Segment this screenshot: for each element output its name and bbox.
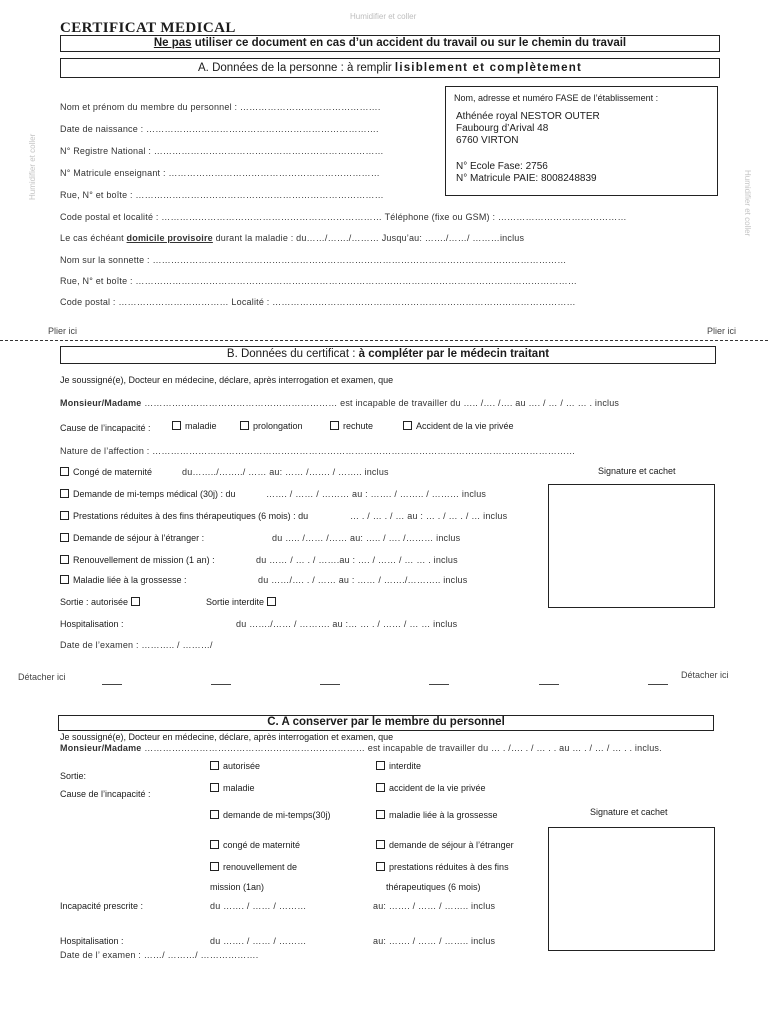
detach-label-right: Détacher ici <box>681 670 729 680</box>
field-domicile-provisoire[interactable] <box>60 233 524 243</box>
option-label: Renouvellement de mission (1 an) : <box>73 555 215 565</box>
c-option-label: interdite <box>389 761 422 771</box>
c-option-therapeutiques: thérapeutiques (6 mois) <box>386 882 481 892</box>
checkbox-icon <box>210 840 219 849</box>
c-option-label: demande de mi-temps(30j) <box>223 810 331 820</box>
option-dates[interactable]: du ……/…. . / …… au : …… / ……./……….. inclus <box>258 575 468 585</box>
margin-note-right: Humidifier et coller <box>743 170 752 237</box>
c-option-label: maladie liée à la grossesse <box>389 810 498 820</box>
signature-label: Signature et cachet <box>598 466 676 476</box>
c-option-autorisee[interactable] <box>210 761 260 771</box>
c-date-examen[interactable]: Date de l’ examen : ……/ ………/ ………………. <box>60 950 259 960</box>
date-examen[interactable]: Date de l’examen : ……….. / ………/ <box>60 640 213 650</box>
c-option-sejour-etranger[interactable] <box>376 840 514 850</box>
fold-label-right: Plier ici <box>707 326 737 336</box>
c-option-prestations[interactable] <box>376 862 509 872</box>
cause-rechute-checkbox[interactable] <box>330 421 373 431</box>
hospitalisation-dates[interactable]: du ……./…… / ………. au :… … . / …… / … … inclus <box>236 619 458 629</box>
checkbox-icon <box>376 862 385 871</box>
c-option-label: accident de la vie privée <box>389 783 486 793</box>
detach-dash <box>211 684 231 685</box>
c-option-label: renouvellement de <box>223 862 298 872</box>
c-option-conge-maternite[interactable] <box>210 840 300 850</box>
checkbox-icon <box>172 421 181 430</box>
field-rue[interactable]: Rue, N° et boîte : ……………………………………………………………………… <box>60 190 384 200</box>
checkbox-icon <box>403 421 412 430</box>
section-b-emphasis: à compléter par le médecin traitant <box>358 348 550 360</box>
sortie-interdite-label: Sortie interdite <box>206 597 265 607</box>
domicile-label-a: Le cas échéant <box>60 233 127 243</box>
warning-text: utiliser ce document en cas d’un accident du travail ou sur le chemin du travail <box>191 37 627 49</box>
checkbox-icon <box>60 467 69 476</box>
c-option-label: demande de séjour à l’étranger <box>389 840 514 850</box>
domicile-dates: durant la maladie : du……/……./……… Jusqu’au: ……./……/ ………inclus <box>212 233 525 243</box>
section-c-patient-line[interactable] <box>60 743 662 753</box>
signature-box[interactable] <box>548 484 715 608</box>
checkbox-icon <box>60 489 69 498</box>
establishment-name: Athénée royal NESTOR OUTER <box>456 111 600 122</box>
field-nom-prenom[interactable]: Nom et prénom du membre du personnel : ………………………………………. <box>60 102 381 112</box>
cause-rechute-label: rechute <box>343 421 374 431</box>
option-label: Demande de mi-temps médical (30j) : du <box>73 489 236 499</box>
c-option-label: maladie <box>223 783 255 793</box>
section-c-intro: Je soussigné(e), Docteur en médecine, déclare, après interrogation et examen, que <box>60 732 394 742</box>
detach-dash <box>539 684 559 685</box>
checkbox-icon <box>60 511 69 520</box>
section-a-label: A. Données de la personne <box>198 62 338 74</box>
checkbox-icon <box>267 597 276 606</box>
patient-incapacity-dates: ……………………………………………………… est incapable de travailler du ….. /…. /…. au …. / … / … … . inclus <box>141 398 620 408</box>
c-incapacite-du[interactable]: du ……. / …… / ……… <box>210 901 307 911</box>
margin-note-left: Humidifier et coller <box>28 133 37 200</box>
cause-accident-label: Accident de la vie privée <box>416 421 514 431</box>
fold-label-left: Plier ici <box>48 326 78 336</box>
field-date-naissance[interactable]: Date de naissance : …………………………………………………………………. <box>60 124 379 134</box>
c-option-grossesse[interactable] <box>376 810 498 820</box>
checkbox-icon <box>330 421 339 430</box>
c-signature-label: Signature et cachet <box>590 807 668 817</box>
patient-label: Monsieur/Madame <box>60 398 142 408</box>
fold-line <box>0 340 768 341</box>
option-label: Prestations réduites à des fins thérapeutiques (6 mois) : du <box>73 511 309 521</box>
c-option-label: prestations réduites à des fins <box>389 862 509 872</box>
establishment-paie: N° Matricule PAIE: 8008248839 <box>456 173 597 184</box>
c-hospitalisation-au[interactable]: au: ……. / …… / …….. inclus <box>373 936 496 946</box>
section-b-label: B. Données du certificat : <box>226 348 359 360</box>
patient-incapacity-dates: ……………………………………………………………… est incapable de travailler du … . /…. . / … . . au … . / … / … . . inclus. <box>141 743 662 753</box>
c-option-renouvellement[interactable] <box>210 862 297 872</box>
checkbox-icon <box>60 575 69 584</box>
sortie-autorisee-label: Sortie : autorisée <box>60 597 129 607</box>
option-label: Demande de séjour à l’étranger : <box>73 533 205 543</box>
cause-maladie-checkbox[interactable] <box>172 421 217 431</box>
field-code-postal-2[interactable]: Code postal : ……………………………… Localité : ……………………………………………………………………………………… <box>60 297 576 307</box>
establishment-city: 6760 VIRTON <box>456 135 519 146</box>
margin-note-top: Humidifier et coller <box>350 12 417 21</box>
hospitalisation-label: Hospitalisation : <box>60 619 124 629</box>
checkbox-icon <box>210 761 219 770</box>
section-b-header <box>60 346 716 364</box>
detach-dash <box>320 684 340 685</box>
c-option-accident[interactable] <box>376 783 486 793</box>
warning-emphasis: Ne pas <box>153 37 192 49</box>
c-incapacite-au[interactable]: au: ……. / …… / …….. inclus <box>373 901 496 911</box>
section-a-sub: : à remplir <box>337 62 395 74</box>
c-option-label: congé de maternité <box>223 840 301 850</box>
c-option-maladie[interactable] <box>210 783 255 793</box>
cause-prolongation-label: prolongation <box>253 421 303 431</box>
detach-dash <box>648 684 668 685</box>
c-option-interdite[interactable] <box>376 761 421 771</box>
option-dates[interactable]: ……. / …… / ……… au : ……. / …….. / ……… inclus <box>266 489 487 499</box>
cause-label: Cause de l’incapacité : <box>60 423 151 433</box>
checkbox-icon <box>376 840 385 849</box>
checkbox-icon <box>60 555 69 564</box>
domicile-label-b: domicile provisoire <box>126 233 213 243</box>
c-hospitalisation-du[interactable]: du ……. / …… / ……… <box>210 936 307 946</box>
option-conge-maternite[interactable] <box>60 467 152 477</box>
detach-dash <box>429 684 449 685</box>
detach-dash <box>102 684 122 685</box>
patient-label: Monsieur/Madame <box>60 743 142 753</box>
establishment-box <box>445 86 718 196</box>
checkbox-icon <box>131 597 140 606</box>
c-option-mi-temps[interactable] <box>210 810 331 820</box>
option-mi-temps[interactable] <box>60 489 236 499</box>
section-c-sortie-label: Sortie: <box>60 771 87 781</box>
c-incapacite-label: Incapacité prescrite : <box>60 901 144 911</box>
detach-label-left: Détacher ici <box>18 672 66 682</box>
option-label: Congé de maternité <box>73 467 153 477</box>
c-option-mission: mission (1an) <box>210 882 265 892</box>
option-dates[interactable]: du …… / … . / …….au : …. / …… / … … . inclus <box>256 555 458 565</box>
section-c-header: C. A conserver par le membre du personnel <box>58 715 714 731</box>
option-renouvellement[interactable] <box>60 555 215 565</box>
option-grossesse[interactable] <box>60 575 187 585</box>
cause-maladie-label: maladie <box>185 421 217 431</box>
checkbox-icon <box>376 783 385 792</box>
section-c-cause-label: Cause de l’incapacité : <box>60 789 151 799</box>
section-a-header <box>60 58 720 78</box>
field-rue-2[interactable]: Rue, N° et boîte : ……………………………………………………………………………………………………………………………… <box>60 276 578 286</box>
checkbox-icon <box>210 783 219 792</box>
field-nom-sonnette[interactable]: Nom sur la sonnette : ……………………………………………………………………………………………………………………… <box>60 255 567 265</box>
cause-prolongation-checkbox[interactable] <box>240 421 303 431</box>
field-code-postal-telephone[interactable]: Code postal et localité : ……………………………………………………………… Téléphone (fixe ou GSM) : …………………………………… <box>60 212 627 222</box>
checkbox-icon <box>240 421 249 430</box>
sortie-interdite[interactable] <box>206 597 280 607</box>
checkbox-icon <box>210 862 219 871</box>
section-b-patient-line[interactable] <box>60 398 619 408</box>
option-sejour-etranger[interactable] <box>60 533 204 543</box>
section-b-intro: Je soussigné(e), Docteur en médecine, déclare, après interrogation et examen, que <box>60 375 394 385</box>
warning-banner <box>60 35 720 52</box>
document-title: CERTIFICAT MEDICAL <box>60 20 236 36</box>
checkbox-icon <box>376 810 385 819</box>
checkbox-icon <box>210 810 219 819</box>
field-nature-affection[interactable]: Nature de l’affection : ………………………………………………………………………………………………………………………… <box>60 446 576 456</box>
field-registre-national[interactable]: N° Registre National : ………………………………………………………………… <box>60 146 384 156</box>
field-matricule[interactable]: N° Matricule enseignant : …………………………………………………………… <box>60 168 380 178</box>
checkbox-icon <box>60 533 69 542</box>
establishment-street: Faubourg d’Arival 48 <box>456 123 549 134</box>
establishment-heading: Nom, adresse et numéro FASE de l’établissement : <box>454 93 659 103</box>
option-dates[interactable]: du……../……../ …… au: …… /……. / …….. inclus <box>182 467 389 477</box>
option-dates[interactable]: … . / … . / … au : … . / … . / … inclus <box>350 511 508 521</box>
checkbox-icon <box>376 761 385 770</box>
c-signature-box[interactable] <box>548 827 715 951</box>
c-hospitalisation-label: Hospitalisation : <box>60 936 124 946</box>
c-option-label: autorisée <box>223 761 261 771</box>
establishment-fase: N° Ecole Fase: 2756 <box>456 161 548 172</box>
option-prestations[interactable] <box>60 511 308 521</box>
cause-accident-checkbox[interactable] <box>403 421 514 431</box>
option-dates[interactable]: du ….. /…… /…… au: ….. / …. /……… inclus <box>272 533 461 543</box>
section-a-emphasis: lisiblement et complètement <box>394 62 582 74</box>
option-label: Maladie liée à la grossesse : <box>73 575 187 585</box>
sortie-autorisee[interactable] <box>60 597 144 607</box>
